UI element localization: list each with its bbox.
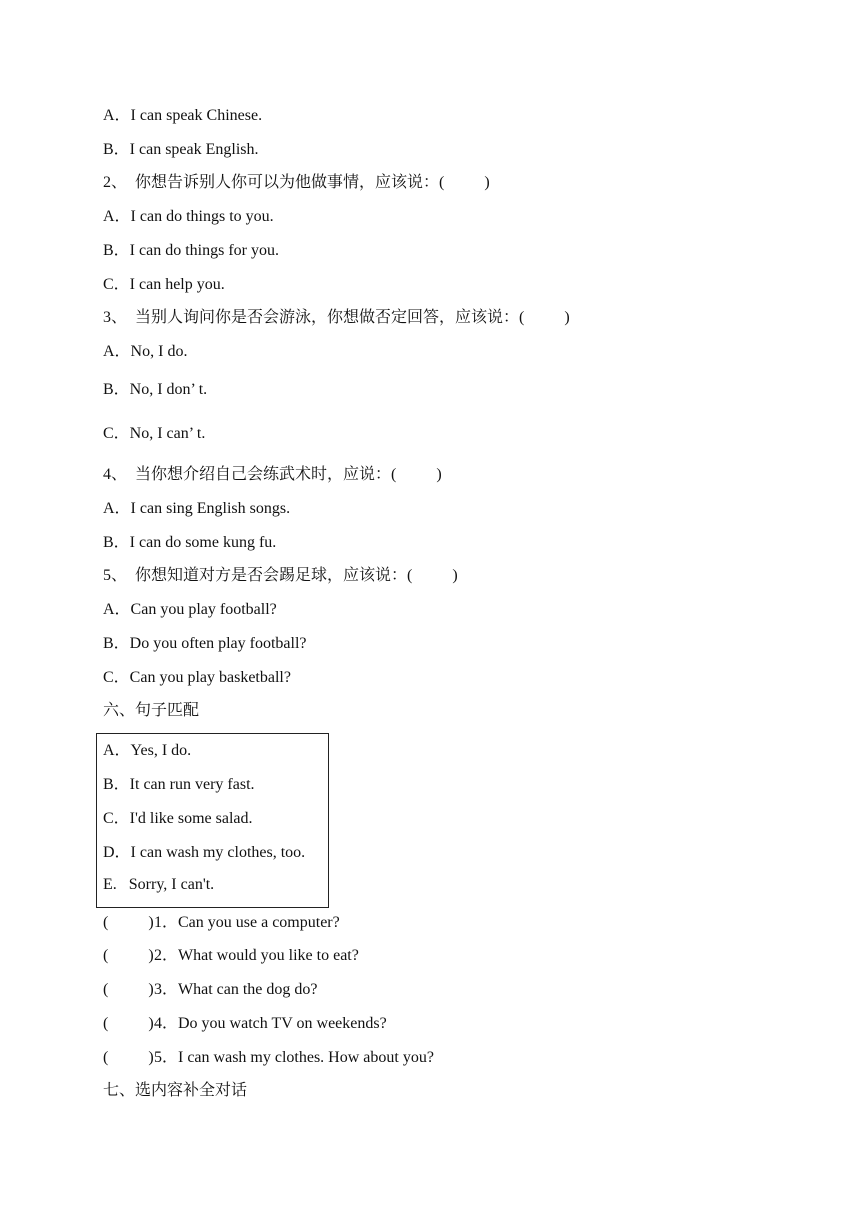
box-option-a: A．Yes, I do.	[103, 742, 192, 759]
box-option-c: C．I'd like some salad.	[103, 810, 253, 827]
q3-option-c: C．No, I can’ t.	[103, 425, 206, 442]
box-option-b: B．It can run very fast.	[103, 776, 255, 793]
q3-option-a: A．No, I do.	[103, 343, 188, 360]
q4-option-b: B．I can do some kung fu.	[103, 534, 277, 551]
section-6-title: 六、句子匹配	[103, 702, 200, 719]
answer-blank[interactable]: ( )	[103, 1015, 154, 1032]
q1-option-a: A．I can speak Chinese.	[103, 107, 263, 124]
matching-question: 2．What would you like to eat?	[154, 947, 359, 964]
matching-question: 1．Can you use a computer?	[154, 914, 340, 931]
q1-option-b: B．I can speak English.	[103, 141, 259, 158]
question-4: 4、 当你想介绍自己会练武术时，应说：( )	[103, 466, 442, 483]
q2-option-c: C．I can help you.	[103, 276, 225, 293]
answer-blank[interactable]: ( )	[103, 981, 154, 998]
box-option-d: D．I can wash my clothes, too.	[103, 844, 306, 861]
question-3: 3、 当别人询问你是否会游泳，你想做否定回答，应该说：( )	[103, 309, 570, 326]
q4-option-a: A．I can sing English songs.	[103, 500, 291, 517]
question-2: 2、 你想告诉别人你可以为他做事情，应该说：( )	[103, 174, 490, 191]
matching-question: 4．Do you watch TV on weekends?	[154, 1015, 387, 1032]
q5-option-c: C．Can you play basketball?	[103, 669, 291, 686]
matching-question: 3．What can the dog do?	[154, 981, 318, 998]
answer-blank[interactable]: ( )	[103, 947, 154, 964]
q5-option-a: A．Can you play football?	[103, 601, 277, 618]
answer-blank[interactable]: ( )	[103, 914, 154, 931]
q2-option-a: A．I can do things to you.	[103, 208, 274, 225]
q2-option-b: B．I can do things for you.	[103, 242, 279, 259]
answer-blank[interactable]: ( )	[103, 1049, 154, 1066]
section-7-title: 七、选内容补全对话	[103, 1082, 248, 1099]
q3-option-b: B．No, I don’ t.	[103, 381, 208, 398]
question-5: 5、 你想知道对方是否会踢足球，应该说：( )	[103, 567, 458, 584]
q5-option-b: B．Do you often play football?	[103, 635, 307, 652]
box-option-e: E. Sorry, I can't.	[103, 876, 215, 893]
matching-question: 5．I can wash my clothes. How about you?	[154, 1049, 434, 1066]
